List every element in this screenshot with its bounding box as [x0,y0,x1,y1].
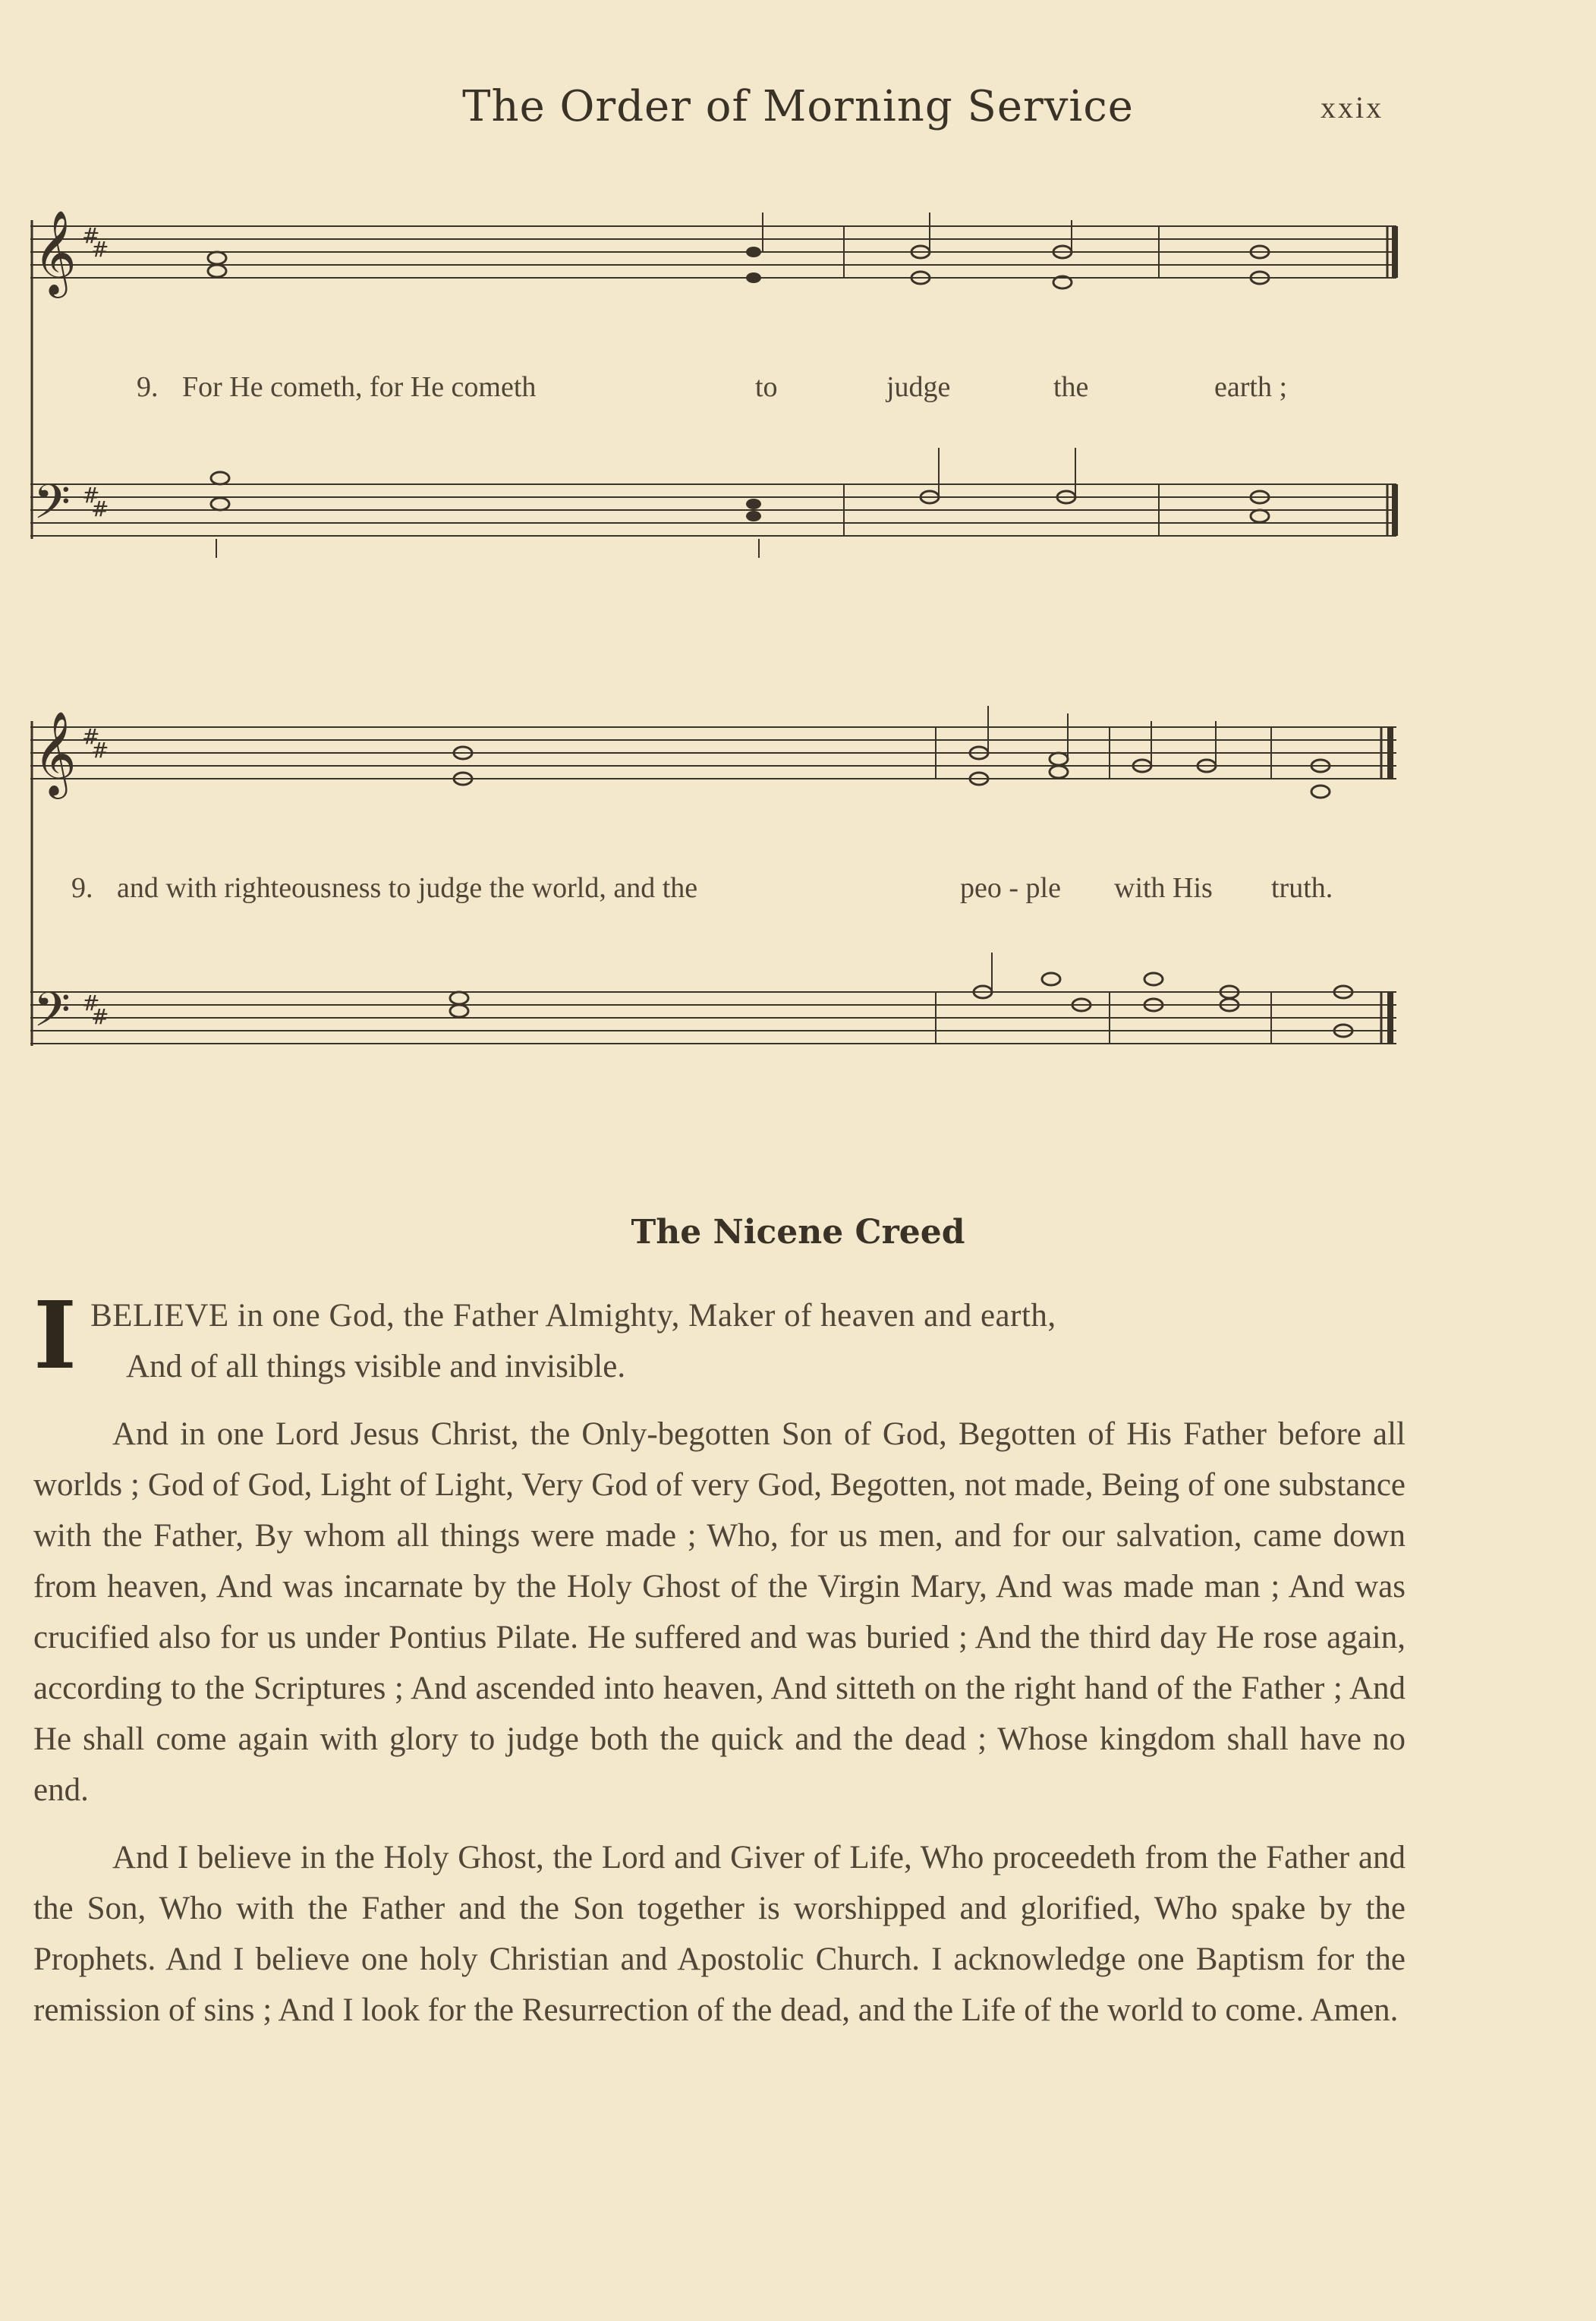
chant-system-2 [23,698,1423,1093]
svg-text:#: # [82,990,100,1016]
creed-opening-line-2: And of all things visible and invisible. [126,1349,626,1384]
lyric-syllable: peo - ple [960,872,1061,904]
creed-paragraph-3: And I believe in the Holy Ghost, the Lord and Giver of Life, Who proceedeth from the Father and the Son, Who with the Father and the Son together is worshipped and glorified, Who spake by the Prophets. And I believe one holy Christian and Apostolic Church. I acknowledge one Baptism for the remission of sins ; And I look for the Resurrection of the dead, and the Life of the world to come. Amen. [33,1840,1406,2028]
lyric-syllable: earth ; [1214,371,1288,403]
svg-text:#: # [82,483,100,508]
svg-text:𝄞: 𝄞 [33,209,77,294]
creed-text [33,1280,1406,2052]
drop-capital: I [33,1280,77,1390]
svg-text:#: # [91,1004,109,1029]
creed-paragraph-2: And in one Lord Jesus Christ, the Only-begotten Son of God, Begotten of His Father before all worlds ; God of God, Light of Light, Very God of very God, Begotten, not made, Being of one substance with the Father, By whom all things were made ; Who, for us men, and for our salvation, came down from heaven, And was incarnate by the Holy Ghost of the Virgin Mary, And was made man ; And was crucified also for us under Pontius Pilate. He suffered and was buried ; And the third day He rose again, according to the Scriptures ; And ascended into heaven, And sitteth on the right hand of the Father ; And He shall come again with glory to judge both the quick and the dead ; Whose kingdom shall have no end. [33,1416,1406,1808]
svg-text:𝄢: 𝄢 [33,474,71,541]
svg-text:#: # [91,496,109,521]
lyric-syllable: and with righteousness to judge the world, and the [117,872,698,904]
running-title: The Order of Morning Service [462,82,1134,131]
section-title: The Nicene Creed [631,1213,965,1252]
chant-system-1 [23,197,1423,592]
verse-number: 9. [137,371,159,403]
svg-text:#: # [82,724,100,749]
lyric-syllable: with His [1114,872,1213,904]
lyric-syllable: judge [886,371,951,403]
lyric-syllable: the [1053,371,1089,403]
svg-text:#: # [82,223,100,248]
verse-number: 9. [71,872,93,904]
svg-text:#: # [91,237,109,262]
lyric-syllable: to [755,371,778,403]
creed-opening-line: BELIEVE in one God, the Father Almighty, Maker of heaven and earth, [90,1298,1056,1334]
svg-text:#: # [91,738,109,763]
lyric-syllable: For He cometh, for He cometh [182,371,537,403]
creed-paragraph-1 [33,1280,1406,1392]
page-number: xxix [1321,90,1384,124]
svg-text:𝄢: 𝄢 [33,981,71,1049]
lyric-syllable: truth. [1271,872,1333,904]
svg-text:𝄞: 𝄞 [33,710,77,795]
